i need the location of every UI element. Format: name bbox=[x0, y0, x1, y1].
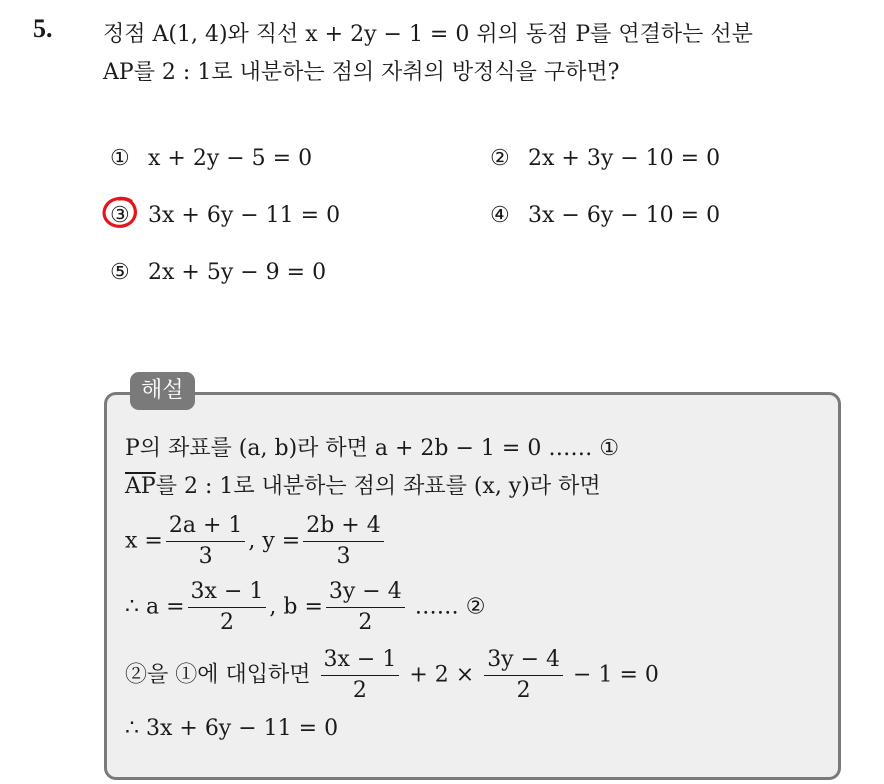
choice-3-number: ③ bbox=[110, 203, 130, 228]
choice-2-text: 2x + 3y − 10 = 0 bbox=[528, 146, 721, 171]
solution-line1: P의 좌표를 (a, b)라 하면 a + 2b − 1 = 0 …… ① bbox=[125, 436, 620, 461]
separator-comma: , bbox=[248, 528, 256, 554]
question-text-line1: 정점 A(1, 4)와 직선 x + 2y − 1 = 0 위의 동점 P를 연결하는 선분 bbox=[103, 22, 753, 47]
fraction-a-denominator: 2 bbox=[219, 610, 234, 635]
segment-ap: $\overline{AP}$ bbox=[125, 474, 156, 499]
fraction-a bbox=[188, 577, 267, 638]
fraction-x bbox=[166, 511, 246, 572]
separator-comma: , bbox=[269, 594, 277, 620]
fraction-x-denominator: 3 bbox=[198, 544, 213, 569]
choice-5-text: 2x + 5y − 9 = 0 bbox=[148, 260, 327, 285]
question-number: 5. bbox=[33, 14, 53, 43]
solution-line2-text: 를 2 : 1로 내분하는 점의 좌표를 (x, y)라 하면 bbox=[155, 474, 601, 499]
question-text-line2: AP를 2 : 1로 내분하는 점의 자취의 방정식을 구하면? bbox=[103, 60, 620, 85]
fraction-2-denominator: 2 bbox=[516, 678, 531, 703]
x-lhs: x = bbox=[125, 528, 163, 554]
equation-tail: − 1 = 0 bbox=[573, 662, 659, 688]
choice-1-text: x + 2y − 5 = 0 bbox=[148, 146, 313, 171]
solution-line3 bbox=[125, 511, 387, 572]
fraction-y bbox=[303, 511, 384, 572]
fraction-1-numerator: 3x − 1 bbox=[321, 645, 400, 676]
fraction-2-numerator: 3y − 4 bbox=[484, 645, 563, 676]
fraction-x-numerator: 2a + 1 bbox=[166, 511, 246, 542]
fraction-b-numerator: 3y − 4 bbox=[326, 577, 405, 608]
choice-4-number: ④ bbox=[490, 203, 510, 228]
solution-tab: 해설 bbox=[130, 372, 195, 410]
choice-5[interactable] bbox=[110, 260, 326, 285]
answer-circle-mark-icon bbox=[101, 195, 141, 231]
a-lhs: a = bbox=[146, 594, 185, 620]
solution-line2 bbox=[125, 469, 601, 500]
choice-5-number: ⑤ bbox=[110, 260, 130, 285]
fraction-b-denominator: 2 bbox=[358, 610, 373, 635]
choice-3-text: 3x + 6y − 11 = 0 bbox=[148, 203, 341, 228]
solution-line5 bbox=[125, 645, 659, 706]
fraction-y-denominator: 3 bbox=[336, 544, 351, 569]
choice-4-text: 3x − 6y − 10 = 0 bbox=[528, 203, 721, 228]
therefore-symbol: ∴ bbox=[125, 594, 139, 620]
fraction-1 bbox=[321, 645, 400, 706]
y-lhs: y = bbox=[262, 528, 301, 554]
fraction-1-denominator: 2 bbox=[352, 678, 367, 703]
substitution-lead: ②을 ①에 대입하면 bbox=[125, 662, 311, 688]
equation-ref-2: …… ② bbox=[414, 594, 486, 620]
fraction-b bbox=[326, 577, 405, 638]
choice-3[interactable] bbox=[110, 203, 340, 228]
choice-4[interactable] bbox=[490, 203, 720, 228]
plus-two-times: + 2 × bbox=[409, 662, 475, 688]
choice-2-number: ② bbox=[490, 146, 510, 171]
solution-line4 bbox=[125, 577, 485, 638]
choice-1-number: ① bbox=[110, 146, 130, 171]
b-lhs: b = bbox=[283, 594, 323, 620]
choice-2[interactable] bbox=[490, 146, 720, 171]
choice-1[interactable] bbox=[110, 146, 312, 171]
fraction-2 bbox=[484, 645, 563, 706]
solution-line6: ∴ 3x + 6y − 11 = 0 bbox=[125, 716, 339, 741]
fraction-a-numerator: 3x − 1 bbox=[188, 577, 267, 608]
fraction-y-numerator: 2b + 4 bbox=[303, 511, 384, 542]
